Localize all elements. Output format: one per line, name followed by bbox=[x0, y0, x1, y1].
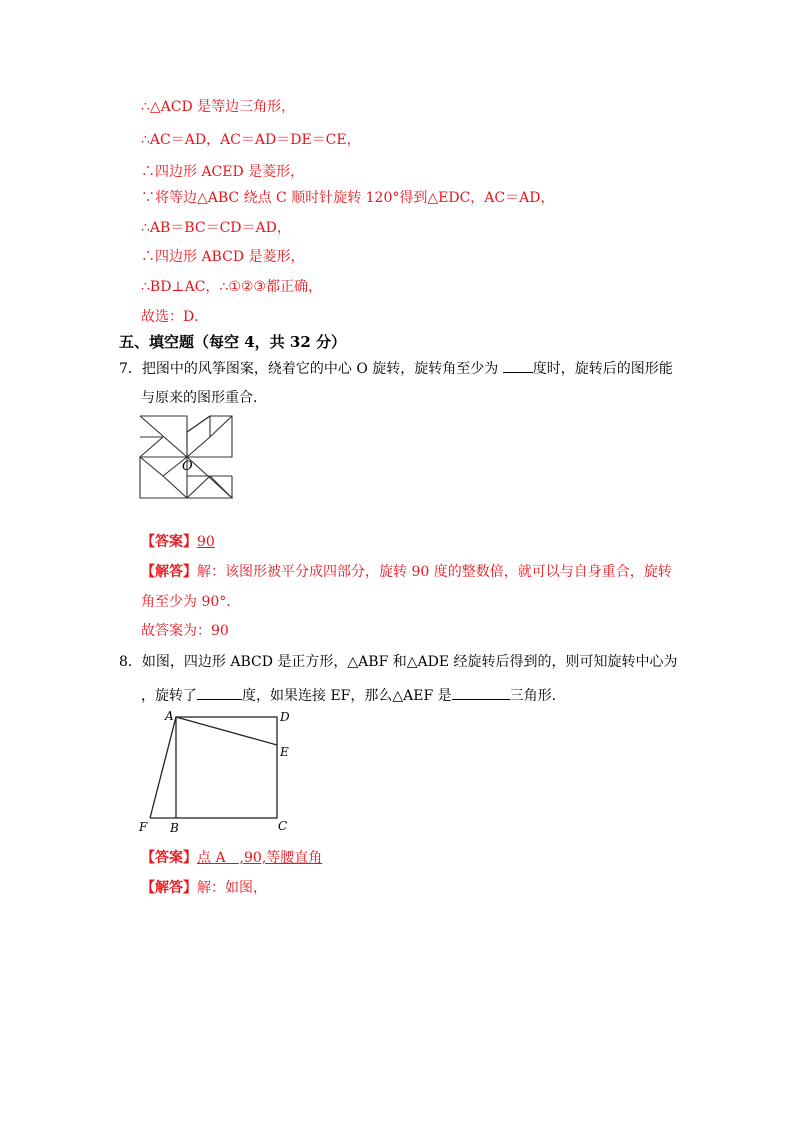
answer-tag: 【答案】 bbox=[141, 534, 197, 550]
answer-tag: 【答案】 bbox=[141, 850, 197, 866]
label-b: B bbox=[170, 821, 179, 835]
proof-line-2: ∴AC＝AD，AC＝AD＝DE＝CE， bbox=[141, 132, 361, 148]
q8-blank-2[interactable] bbox=[452, 685, 510, 700]
q8-blank-1[interactable] bbox=[197, 685, 242, 700]
q8-answer bbox=[141, 849, 322, 867]
square-figure bbox=[133, 707, 308, 837]
q8-text-c: 三角形． bbox=[509, 688, 566, 704]
label-d: D bbox=[280, 710, 290, 724]
q7-text-b: 度时，旋转后的图形能 bbox=[532, 361, 673, 377]
q8-solution bbox=[141, 879, 267, 897]
proof-line-7: ∴BD⊥AC，∴①②③都正确， bbox=[141, 279, 322, 295]
q8-line-2 bbox=[141, 685, 566, 705]
proof-conclusion: 故选：D． bbox=[141, 309, 209, 325]
pinwheel-figure bbox=[136, 412, 246, 502]
section-title: 五、填空题（每空 4，共 32 分） bbox=[119, 333, 346, 351]
proof-line-6: ∴四边形 ABCD 是菱形， bbox=[141, 249, 305, 265]
q7-answer bbox=[141, 533, 215, 551]
q7-solution-1 bbox=[141, 563, 672, 581]
proof-line-1: ∴△ACD 是等边三角形， bbox=[141, 99, 296, 115]
solution-text: 解：该图形被平分成四部分，旋转 90 度的整数倍，就可以与自身重合，旋转 bbox=[197, 564, 672, 580]
label-c: C bbox=[278, 819, 288, 833]
answer-value: 90 bbox=[197, 534, 215, 550]
q7-line-1 bbox=[119, 358, 673, 378]
q7-blank[interactable] bbox=[503, 358, 533, 373]
proof-line-5: ∴AB＝BC＝CD＝AD， bbox=[141, 220, 291, 236]
label-e: E bbox=[280, 745, 289, 759]
solution-text: 解：如图， bbox=[197, 880, 267, 896]
q8-line-1: 8．如图，四边形 ABCD 是正方形，△ABF 和△ADE 经旋转后得到的，则可知旋转中心为 bbox=[119, 654, 678, 670]
q7-solution-2: 角至少为 90°． bbox=[141, 594, 241, 610]
fig-label-o: O bbox=[182, 459, 193, 474]
solution-tag: 【解答】 bbox=[141, 880, 197, 896]
q8-text-b: 度，如果连接 EF，那么△AEF 是 bbox=[242, 688, 452, 704]
q7-final: 故答案为：90 bbox=[141, 623, 229, 639]
q7-line-2: 与原来的图形重合． bbox=[141, 390, 267, 406]
q7-text-a: 7．把图中的风筝图案，绕着它的中心 O 旋转，旋转角至少为 bbox=[119, 361, 499, 377]
proof-line-4: ∵将等边△ABC 绕点 C 顺时针旋转 120°得到△EDC，AC＝AD， bbox=[141, 190, 555, 206]
answer-value: 点 A ,90,等腰直角 bbox=[197, 850, 323, 866]
label-f: F bbox=[139, 820, 148, 834]
q8-text-a: ，旋转了 bbox=[141, 688, 197, 704]
label-a: A bbox=[165, 709, 174, 723]
solution-tag: 【解答】 bbox=[141, 564, 197, 580]
proof-line-3: ∴四边形 ACED 是菱形， bbox=[141, 164, 305, 180]
